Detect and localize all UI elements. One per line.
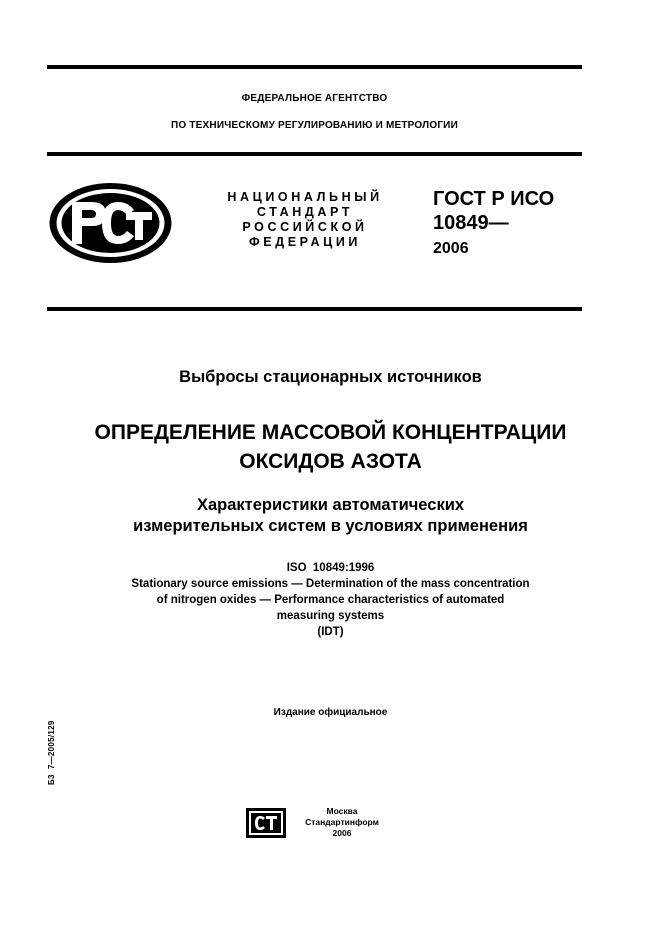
iso-equivalence: (IDT): [317, 626, 344, 638]
document-subtitle: [40, 495, 621, 537]
national-standard-label: [215, 190, 395, 250]
publisher-city: Москва: [326, 806, 358, 816]
rst-logo-icon: [48, 182, 173, 264]
national-line: НАЦИОНАЛЬНЫЙ: [227, 190, 383, 204]
iso-title-line-2: of nitrogen oxides — Performance characteristics of automated: [156, 594, 505, 606]
iso-title-line-3: measuring systems: [276, 610, 385, 622]
iso-reference: [40, 560, 621, 640]
side-code: Б3 7—2005/129: [47, 720, 56, 785]
publisher-name: Стандартинформ: [305, 817, 379, 827]
national-line: РОССИЙСКОЙ: [242, 220, 368, 234]
national-line: ФЕДЕРАЦИИ: [248, 235, 361, 249]
gost-year: 2006: [433, 240, 469, 257]
agency-line-1: ФЕДЕРАЛЬНОЕ АГЕНТСТВО: [241, 93, 388, 104]
iso-title-line-1: Stationary source emissions — Determination of the mass concentration: [131, 578, 530, 590]
iso-code: ISO 10849:1996: [286, 562, 375, 574]
agency-line-2: ПО ТЕХНИЧЕСКОМУ РЕГУЛИРОВАНИЮ И МЕТРОЛОГИИ: [171, 120, 458, 131]
publisher-info: [292, 806, 392, 839]
standard-number: [433, 187, 554, 260]
title-line-1: ОПРЕДЕЛЕНИЕ МАССОВОЙ КОНЦЕНТРАЦИИ: [94, 421, 567, 444]
standartinform-logo-icon: [246, 808, 286, 838]
document-title: [40, 418, 621, 476]
subtitle-line-2: измерительных систем в условиях применения: [133, 517, 528, 535]
header-rule: [47, 152, 582, 156]
national-line: СТАНДАРТ: [256, 205, 354, 219]
publisher-year: 2006: [332, 828, 352, 838]
gost-line-1: ГОСТ Р ИСО: [433, 188, 555, 210]
edition-label: Издание официальное: [273, 707, 388, 718]
title-rule: [47, 307, 582, 311]
title-line-2: ОКСИДОВ АЗОТА: [239, 450, 422, 473]
subtitle-line-1: Характеристики автоматических: [196, 496, 465, 514]
top-rule: [47, 65, 582, 69]
document-subject: Выбросы стационарных источников: [179, 368, 482, 386]
gost-line-2: 10849—: [433, 212, 509, 234]
